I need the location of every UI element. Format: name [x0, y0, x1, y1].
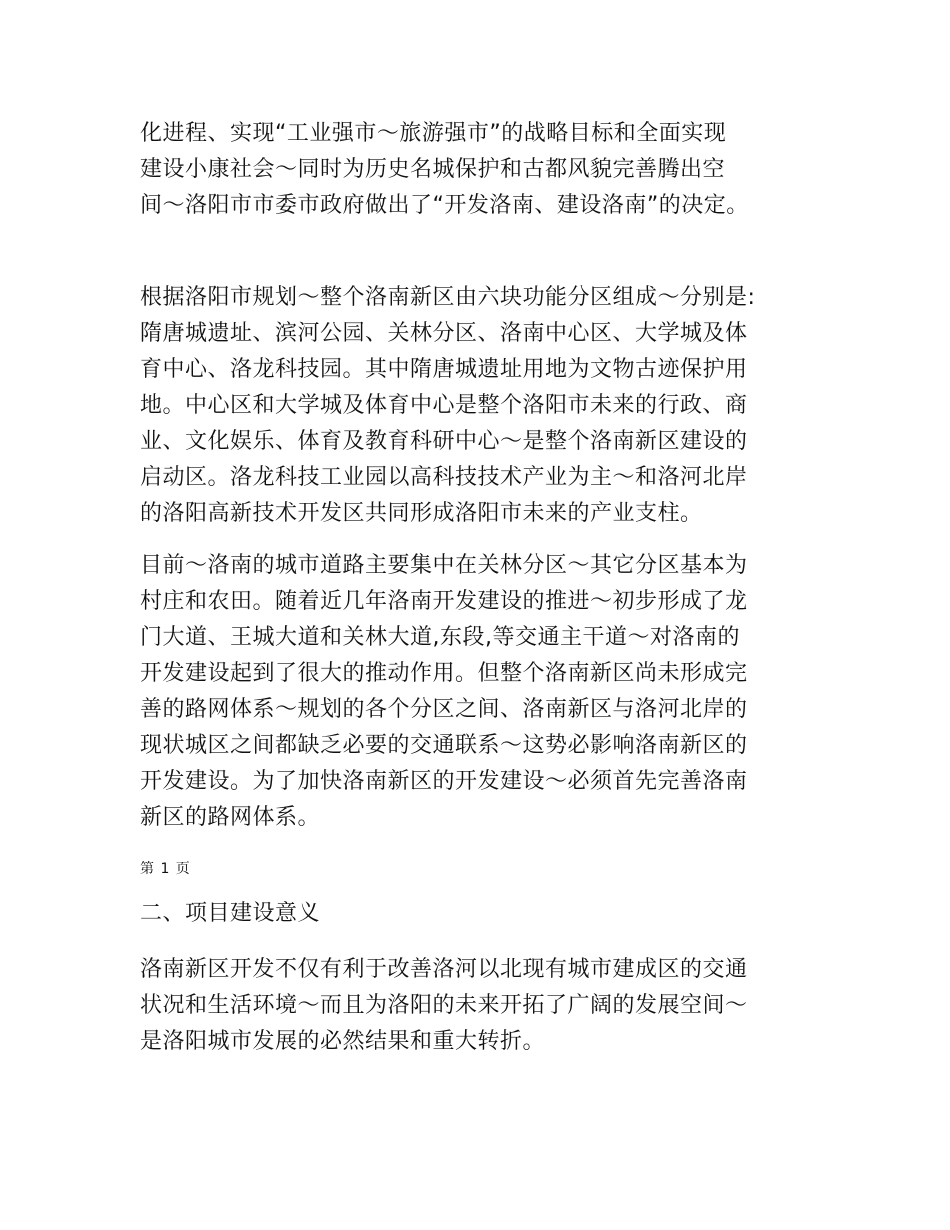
paragraph-line: 的洛阳高新技术开发区共同形成洛阳市未来的产业支柱。	[140, 501, 703, 526]
paragraph-line: 门大道、王城大道和关林大道,东段,等交通主干道～对洛南的	[140, 625, 740, 650]
paragraph-line: 开发建设。为了加快洛南新区的开发建设～必须首先完善洛南	[140, 769, 748, 794]
paragraph-line: 建设小康社会～同时为历史名城保护和古都风貌完善腾出空	[140, 157, 726, 182]
page-number: 第 1 页	[140, 861, 191, 877]
paragraph-line: 村庄和农田。随着近几年洛南开发建设的推进～初步形成了龙	[140, 589, 748, 614]
paragraph-line: 隋唐城遗址、滨河公园、关林分区、洛南中心区、大学城及体	[140, 321, 748, 346]
paragraph-line: 业、文化娱乐、体育及教育科研中心～是整个洛南新区建设的	[140, 429, 748, 454]
paragraph-line: 是洛阳城市发展的必然结果和重大转折。	[140, 1029, 546, 1054]
paragraph-line: 育中心、洛龙科技园。其中隋唐城遗址用地为文物古迹保护用	[140, 357, 748, 382]
paragraph-line: 现状城区之间都缺乏必要的交通联系～这势必影响洛南新区的	[140, 733, 748, 758]
paragraph-line: 化进程、实现“工业强市～旅游强市”的战略目标和全面实现	[140, 121, 727, 146]
paragraph-line: 间～洛阳市市委市政府做出了“开发洛南、建设洛南”的决定。	[140, 193, 749, 218]
section-heading: 二、项目建设意义	[140, 901, 321, 926]
paragraph-line: 启动区。洛龙科技工业园以高科技技术产业为主～和洛河北岸	[140, 465, 748, 490]
paragraph-line: 开发建设起到了很大的推动作用。但整个洛南新区尚未形成完	[140, 661, 748, 686]
paragraph-line: 根据洛阳市规划～整个洛南新区由六块功能分区组成～分别是:	[140, 285, 756, 310]
paragraph-line: 状况和生活环境～而且为洛阳的未来开拓了广阔的发展空间～	[140, 993, 748, 1018]
paragraph-line: 地。中心区和大学城及体育中心是整个洛阳市未来的行政、商	[140, 393, 748, 418]
paragraph-line: 新区的路网体系。	[140, 805, 321, 830]
paragraph-line: 洛南新区开发不仅有利于改善洛河以北现有城市建成区的交通	[140, 957, 748, 982]
paragraph-line: 善的路网体系～规划的各个分区之间、洛南新区与洛河北岸的	[140, 697, 748, 722]
paragraph-line: 目前～洛南的城市道路主要集中在关林分区～其它分区基本为	[140, 553, 748, 578]
